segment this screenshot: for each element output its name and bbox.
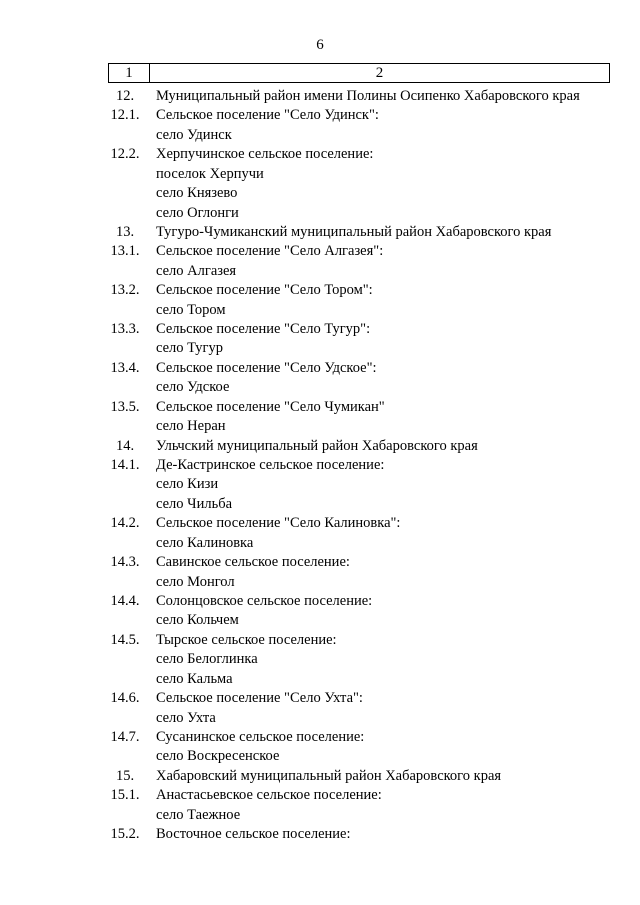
item-text: село Кольчем	[156, 612, 239, 629]
list-item	[0, 204, 640, 223]
list-item	[0, 242, 640, 261]
list-item	[0, 767, 640, 786]
list-item	[0, 709, 640, 728]
item-text: село Кизи	[156, 476, 219, 493]
item-text: село Монгол	[156, 573, 235, 590]
list-item	[0, 301, 640, 320]
item-text: Сельское поселение "Село Ухта":	[156, 690, 363, 707]
list-item	[0, 650, 640, 669]
item-number: 14.1.	[110, 457, 140, 474]
list-item	[0, 339, 640, 358]
list-item	[0, 670, 640, 689]
list-item	[0, 495, 640, 514]
list-item	[0, 553, 640, 572]
item-text: поселок Херпучи	[156, 165, 264, 182]
item-number: 14.6.	[110, 690, 140, 707]
list-item	[0, 87, 640, 106]
item-text: Де-Кастринское сельское поселение:	[156, 457, 385, 474]
item-text: Херпучинское сельское поселение:	[156, 146, 374, 163]
item-text: Тырское сельское поселение:	[156, 631, 337, 648]
item-text: село Калиновка	[156, 534, 254, 551]
item-text: Сельское поселение "Село Удинск":	[156, 107, 379, 124]
item-text: село Неран	[156, 418, 226, 435]
list-item	[0, 475, 640, 494]
item-text: Сельское поселение "Село Калиновка":	[156, 515, 401, 532]
list-item	[0, 689, 640, 708]
list-item	[0, 437, 640, 456]
list-item	[0, 611, 640, 630]
item-number: 12.	[115, 88, 135, 104]
item-number: 13.5.	[110, 398, 140, 415]
list-item	[0, 786, 640, 805]
item-number: 14.4.	[110, 592, 140, 609]
item-number: 12.1.	[110, 107, 140, 124]
list-item	[0, 747, 640, 766]
header-col-2: 2	[375, 65, 384, 81]
list-item	[0, 825, 640, 844]
item-text: Тугуро-Чумиканский муниципальный район Хабаровского края	[156, 223, 552, 240]
list-item	[0, 573, 640, 592]
page-number: 6	[316, 37, 324, 53]
list-item	[0, 184, 640, 203]
table-header-row	[108, 63, 610, 83]
item-number: 15.2.	[110, 826, 140, 843]
item-text: Восточное сельское поселение:	[156, 826, 351, 843]
list-item	[0, 145, 640, 164]
list-item	[0, 398, 640, 417]
item-text: Анастасьевское сельское поселение:	[156, 787, 382, 804]
item-text: Хабаровский муниципальный район Хабаровского края	[156, 767, 502, 784]
list-item	[0, 456, 640, 475]
item-number: 13.4.	[110, 359, 140, 376]
list-item	[0, 378, 640, 397]
list-item	[0, 281, 640, 300]
item-text: Сельское поселение "Село Удское":	[156, 359, 377, 376]
list-item	[0, 165, 640, 184]
item-text: Сельское поселение "Село Тором":	[156, 282, 373, 299]
item-text: село Тором	[156, 301, 226, 318]
item-text: село Алгазея	[156, 262, 237, 279]
item-number: 12.2.	[110, 146, 140, 163]
list-item	[0, 514, 640, 533]
item-number: 14.	[115, 437, 135, 454]
list-item	[0, 126, 640, 145]
list-item	[0, 631, 640, 650]
list-item	[0, 728, 640, 747]
list-item	[0, 534, 640, 553]
list-item	[0, 359, 640, 378]
item-number: 14.2.	[110, 515, 140, 532]
item-text: село Таежное	[156, 806, 241, 823]
item-text: село Белоглинка	[156, 651, 258, 668]
item-number: 13.	[115, 223, 135, 240]
item-text: село Воскресенское	[156, 748, 280, 765]
list-item	[0, 106, 640, 125]
item-text: село Удское	[156, 379, 230, 396]
item-number: 13.3.	[110, 321, 140, 338]
list-item	[0, 262, 640, 281]
item-text: Солонцовское сельское поселение:	[156, 592, 373, 609]
item-text: Сусанинское сельское поселение:	[156, 728, 365, 745]
item-number: 14.3.	[110, 554, 140, 571]
item-text: село Чильба	[156, 495, 233, 512]
list-item	[0, 592, 640, 611]
settlement-list	[0, 87, 640, 844]
item-text: село Ухта	[156, 709, 216, 726]
item-text: село Кальма	[156, 670, 233, 687]
item-number: 15.	[115, 767, 135, 784]
item-text: Сельское поселение "Село Алгазея":	[156, 243, 384, 260]
item-text: село Тугур	[156, 340, 223, 357]
item-text: Сельское поселение "Село Тугур":	[156, 321, 371, 338]
header-col-1: 1	[109, 64, 150, 82]
item-number: 13.2.	[110, 282, 140, 299]
item-text: село Оглонги	[156, 204, 239, 221]
item-text: село Князево	[156, 185, 238, 202]
item-text: село Удинск	[156, 126, 232, 143]
list-item	[0, 806, 640, 825]
item-text: Сельское поселение "Село Чумикан"	[156, 398, 385, 415]
item-number: 15.1.	[110, 787, 140, 804]
item-number: 13.1.	[110, 243, 140, 260]
item-text: Муниципальный район имени Полины Осипенко Хабаровского края	[156, 88, 580, 104]
list-item	[0, 320, 640, 339]
list-item	[0, 417, 640, 436]
item-text: Савинское сельское поселение:	[156, 554, 350, 571]
item-number: 14.5.	[110, 631, 140, 648]
item-number: 14.7.	[110, 728, 140, 745]
item-text: Ульчский муниципальный район Хабаровского края	[156, 437, 478, 454]
list-item	[0, 223, 640, 242]
